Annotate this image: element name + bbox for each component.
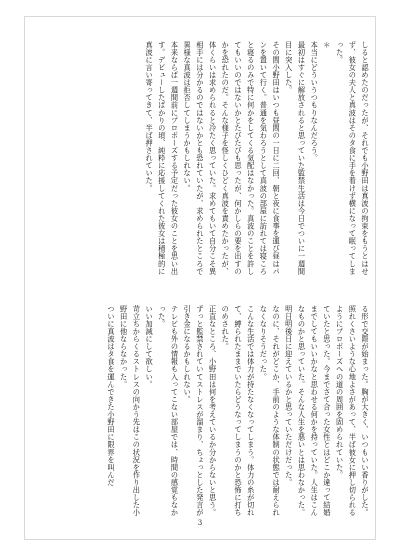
upper-paragraph: 本当にどういうつもりなんだろう。 (310, 41, 320, 162)
lower-paragraph: こんな生活では体力が持たなくなってしまう。体力の糸が切れて、縛られたままでいたらどうなってしまうのかと恐怖に打ちのめされた。 (221, 305, 256, 517)
lower-paragraph: なのに、それがどこか、手前のような体制の状態では耐えられなくなりそうだった。 (259, 305, 282, 517)
lower-paragraph: 苛立ちからくるストレスの向かう先はこの状況を作り出した小野田に他ならなかった。 (119, 305, 142, 517)
lower-vertical-text (33, 305, 371, 519)
upper-paragraph: ＊ (322, 41, 332, 49)
lower-paragraph: いい加減にして欲しい。 (145, 305, 155, 389)
lower-text-block (33, 305, 371, 519)
lower-paragraph: 明日明後日に迎えているかと思っていただけだった。 (284, 305, 294, 487)
upper-vertical-text (33, 41, 371, 277)
upper-paragraph: 最初はすぐに解放されると思っていた監禁生活は今日でついに一週間目に突入した。 (284, 41, 307, 276)
upper-text-block (33, 41, 371, 277)
lower-paragraph: テレビも外の情報も入ってこない部屋では、時間の感覚もなかった。 (157, 305, 180, 517)
upper-paragraph: しると認めたのだったが、それでも小野田は真波の拘束をもうとはせず、彼女の夫人と真波はそのタ食に手を着けず横になって眠ってしまった。 (335, 41, 370, 276)
lower-paragraph: る形で交際が始まった。胸が大きく、いつもいい香りがした。照れくさいような心地よさがあって、半ば彼女に押し切られるようにプロポーズへの道の周囲を固められていた。 (335, 305, 370, 517)
lower-paragraph: 正直なところ、小野田は何を考えているか分からないと思う。ずっと監禁されていてストレスが溜まり、ちょっとした発言が引き金になるかもしれない。 (183, 305, 218, 517)
upper-paragraph: 本来ならば一週間前にプロポーズする予定だった彼女のことを思い出す。デビューしたばかりの頃、純粋に応援してくれた彼女は積極的に真波に言い寄ってきて、半ば押されていた。 (145, 41, 180, 276)
manuscript-page (24, 16, 376, 540)
page-number: 3 (197, 519, 203, 527)
upper-paragraph: その間小野田はいつも昼間の一日に二回、朝と夜に食事を運び昼はパンを置いて行く。普通を気わろうとして真波の部屋に訪れては寝ころと寝るのみで特に何かをしてくる気配はなかった。真波のことを許してもいいのではないかとたびたびも思ったが、何かしらの要を出すのかを恐れたのだ。そんな様子を怪しくひどく真波を責めたかったが、体くらいは求められると冷たく思っていた。求めてもいて自分こそ異相手には分かるのではないかとも恐れていたが、求められたところで異様な真波は拒否してしまうかもしれない。 (183, 41, 282, 276)
lower-paragraph: ていたと思った。今までさて合った女性とはどこか違って結婚までしてもいいかなと思わせる何かを持っていた。人生はこんなものかと思っていた。そんな人生を悪いとは思わなかった。 (297, 305, 332, 517)
lower-paragraph: ついに真波はタ食を運んできた小野田に限界を叫んだ (106, 305, 116, 487)
